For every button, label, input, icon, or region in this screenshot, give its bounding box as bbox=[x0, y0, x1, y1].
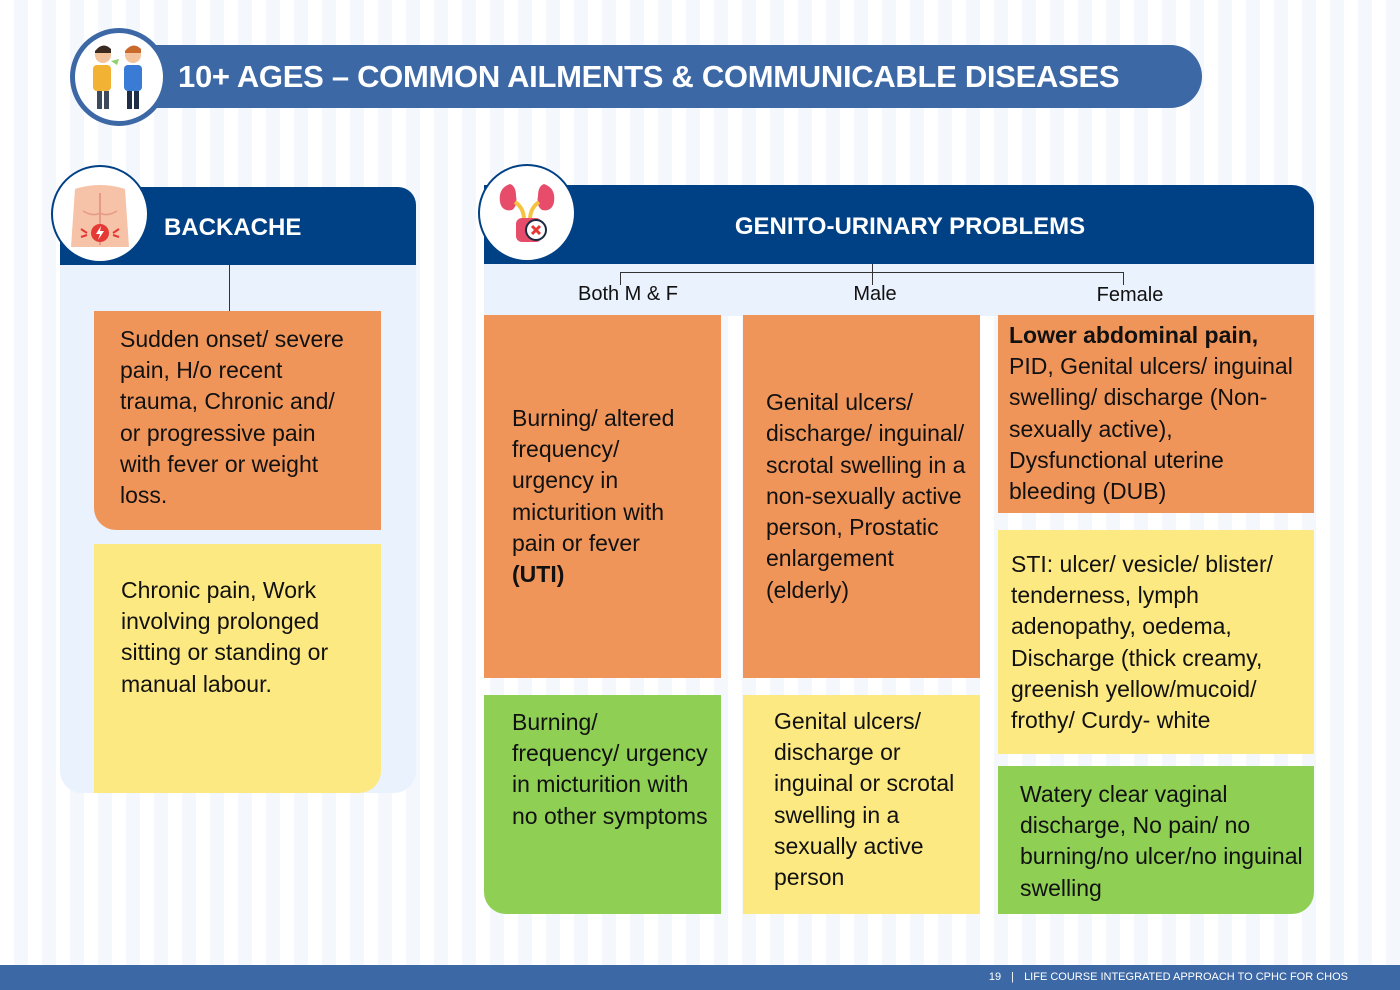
backache-yellow-card: Chronic pain, Work involving prolonged sitting or standing or manual labour. bbox=[94, 544, 381, 793]
footer-separator: | bbox=[1011, 971, 1014, 983]
backache-title: BACKACHE bbox=[60, 187, 416, 265]
connector-line bbox=[229, 265, 230, 311]
male-yellow-card: Genital ulcers/ discharge or inguinal or scrotal swelling in a sexually active person bbox=[743, 695, 980, 914]
back-pain-icon bbox=[51, 165, 149, 263]
backache-orange-card: Sudden onset/ severe pain, H/o recent trauma, Chronic and/ or progressive pain with fever or weight loss. bbox=[94, 311, 381, 530]
page-number: 19 bbox=[988, 971, 1002, 983]
male-orange-card: Genital ulcers/ discharge/ inguinal/ scrotal swelling in a non-sexually active person, Prostatic enlargement (elderly) bbox=[743, 315, 980, 678]
female-yellow-card: STI: ulcer/ vesicle/ blister/ tenderness, lymph adenopathy, oedema, Discharge (thick creamy, greenish yellow/mucoid/ frothy/ Curdy- white bbox=[998, 530, 1314, 754]
genito-urinary-title: GENITO-URINARY PROBLEMS bbox=[484, 185, 1314, 264]
female-orange-card: Lower abdominal pain, PID, Genital ulcers/ inguinal swelling/ discharge (Non-sexually active), Dysfunctional uterine bleeding (DUB) bbox=[998, 315, 1314, 513]
both-orange-card: Burning/ altered frequency/ urgency in micturition with pain or fever (UTI) bbox=[484, 315, 721, 678]
page-title: 10+ AGES – COMMON AILMENTS & COMMUNICABLE DISEASES bbox=[140, 45, 1202, 108]
footer bbox=[0, 965, 1400, 990]
column-label-female: Female bbox=[1096, 284, 1164, 306]
female-green-card: Watery clear vaginal discharge, No pain/ no burning/no ulcer/no inguinal swelling bbox=[998, 766, 1314, 914]
column-label-male: Male bbox=[853, 283, 897, 305]
column-label-both: Both M & F bbox=[577, 283, 679, 305]
footer-text: LIFE COURSE INTEGRATED APPROACH TO CPHC FOR CHOS bbox=[1024, 971, 1348, 983]
people-coughing-icon bbox=[70, 28, 168, 126]
kidney-icon bbox=[478, 164, 576, 262]
both-green-card: Burning/ frequency/ urgency in micturition with no other symptoms bbox=[484, 695, 721, 914]
